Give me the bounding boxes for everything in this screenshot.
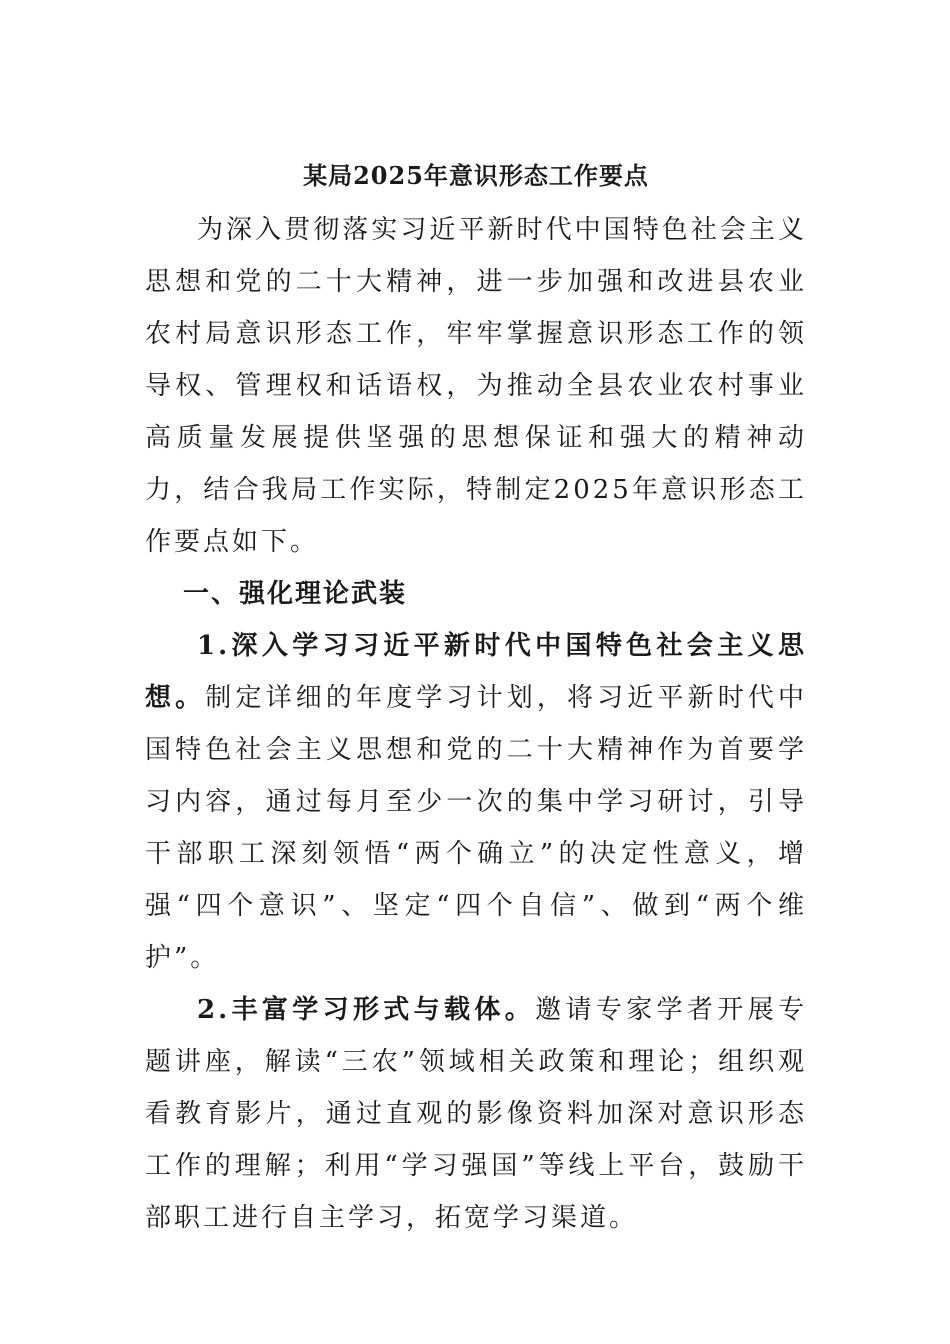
item-lead-1: 1.深入学习习近平新时代中国特色社会主义思想。 — [145, 631, 807, 713]
intro-paragraph: 为深入贯彻落实习近平新时代中国特色社会主义思想和党的二十大精神，进一步加强和改进县农业农村局意识形态工作，牢牢掌握意识形态工作的领导权、管理权和话语权，为推动全县农业农村事业高质量发展提供坚强的思想保证和强大的精神动力，结合我局工作实际，特制定2025年意识形态工作要点如下。 — [145, 215, 807, 557]
item-body-2: 邀请专家学者开展专题讲座，解读“三农”领域相关政策和理论；组织观看教育影片，通过直观的影像资料加深对意识形态工作的理解；利用“学习强国”等线上平台，鼓励干部职工进行自主学习，拓宽学习渠道。 — [145, 995, 807, 1233]
item-body-1: 制定详细的年度学习计划，将习近平新时代中国特色社会主义思想和党的二十大精神作为首要学习内容，通过每月至少一次的集中学习研讨，引导干部职工深刻领悟“两个确立”的决定性意义，增强“四个意识”、坚定“四个自信”、做到“两个维护”。 — [145, 683, 807, 973]
item-lead-2: 2.丰富学习形式与载体。 — [197, 995, 536, 1025]
item-paragraph-1 — [145, 620, 807, 984]
item-paragraph-2 — [145, 984, 807, 1244]
document-title: 某局2025年意识形态工作要点 — [303, 161, 649, 190]
document-page — [145, 148, 807, 1244]
section-heading: 一、强化理论武装 — [183, 579, 408, 609]
